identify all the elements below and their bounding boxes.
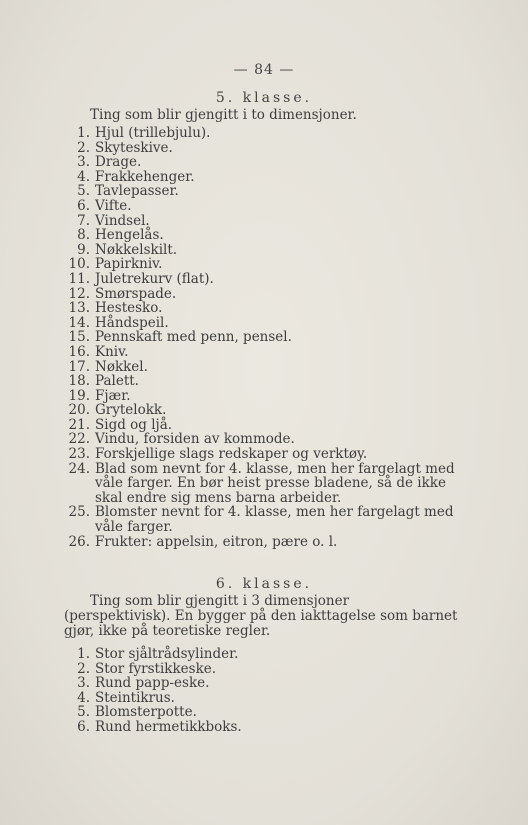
list-item: 2. Skyteskive. — [77, 139, 173, 156]
list-item: 22. Vindu, forsiden av kommode. — [68, 431, 295, 448]
list-item: 24. Blad som nevnt for 4. klasse, men her fargelagt med våle farger. En bør heist presse bladene, så de ikke skal endre sig mens barna arbeider. — [68, 460, 455, 506]
section-6-heading: 6. klasse. — [215, 576, 313, 592]
list-item: 14. Håndspeil. — [68, 314, 169, 331]
page-number: — 84 — — [233, 62, 295, 78]
list-item: 1. Stor sjåltrådsylinder. — [77, 646, 239, 662]
list-item: 4. Frakkehenger. — [77, 168, 195, 185]
list-item: 7. Vindsel. — [77, 212, 150, 229]
list-item: 10. Papirkniv. — [68, 256, 163, 273]
list-item: 21. Sigd og ljå. — [68, 416, 173, 433]
list-item: 11. Juletrekurv (flat). — [68, 270, 214, 287]
list-item: 23. Forskjellige slags redskaper og verktøy. — [68, 446, 368, 463]
list-item: 13. Hestesko. — [68, 300, 163, 317]
list-item: 8. Hengelås. — [77, 227, 164, 244]
list-item: 26. Frukter: appelsin, eitron, pære o. l. — [68, 533, 338, 550]
list-item: 19. Fjær. — [68, 387, 131, 404]
list-item: 1. Hjul (trillebjulu). — [77, 125, 211, 141]
list-item: 5. Tavlepasser. — [77, 183, 179, 200]
list-item: 9. Nøkkelskilt. — [77, 241, 178, 258]
list-item: 15. Pennskaft med penn, pensel. — [68, 329, 292, 346]
list-item: 2. Stor fyrstikkeske. — [77, 660, 217, 677]
list-item: 20. Grytelokk. — [68, 402, 167, 419]
list-item: 3. Rund papp-eske. — [77, 675, 210, 692]
list-item: 5. Blomsterpotte. — [77, 704, 197, 721]
list-item: 12. Smørspade. — [68, 285, 177, 302]
section-5-heading: 5. klasse. — [215, 90, 313, 106]
list-item: 3. Drage. — [77, 154, 142, 171]
section-6-list — [60, 647, 460, 735]
list-item: 25. Blomster nevnt for 4. klasse, men her fargelagt med våle farger. — [68, 504, 454, 536]
section-5-list — [60, 126, 460, 549]
section-5-intro: Ting som blir gjengitt i to dimensjoner. — [90, 107, 357, 123]
list-item: 18. Palett. — [68, 373, 139, 390]
section-6-intro: Ting som blir gjengitt i 3 dimensjoner (perspektivisk). En bygger på den iakttagelse som barnet gjør, ikke på teoretiske regler. — [64, 593, 458, 639]
list-item: 6. Vifte. — [77, 197, 132, 214]
list-item: 16. Kniv. — [68, 343, 129, 360]
list-item: 17. Nøkkel. — [68, 358, 148, 375]
list-item: 4. Steintikrus. — [77, 689, 175, 706]
list-item: 6. Rund hermetikkboks. — [77, 718, 242, 735]
